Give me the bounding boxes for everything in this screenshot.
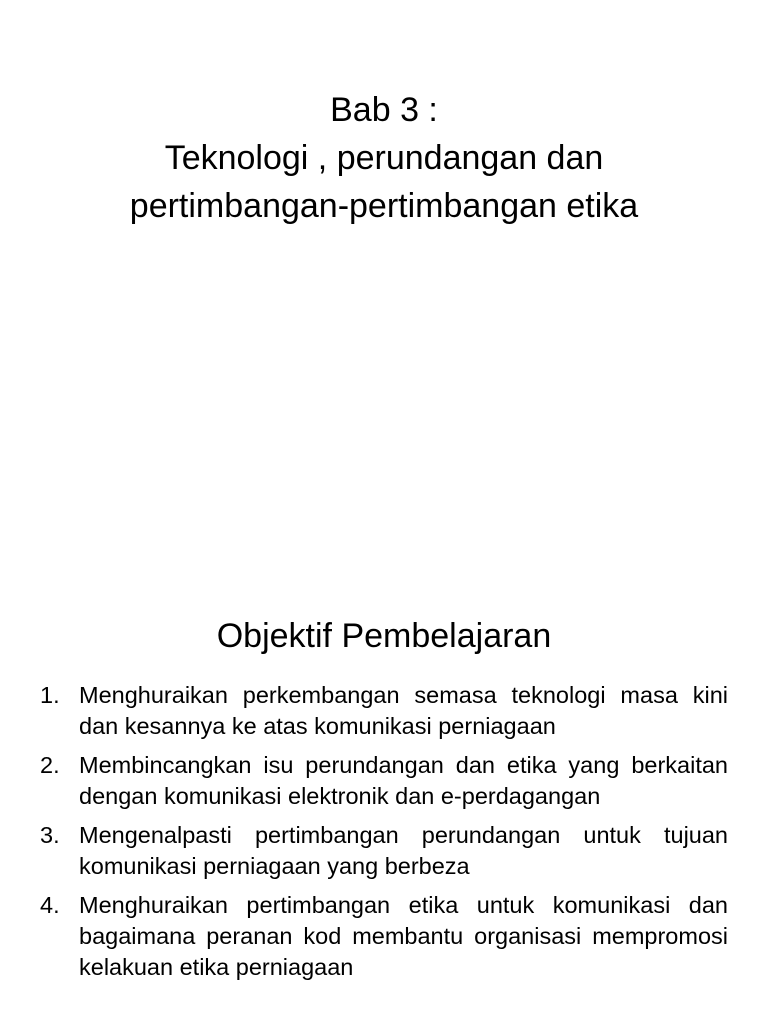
chapter-title-line: Teknologi , perundangan dan: [164, 139, 604, 177]
chapter-title-line: Bab 3 :: [330, 91, 438, 129]
objective-text: Mengenalpasti pertimbangan perundangan untuk tujuan komunikasi perniagaan yang berbeza: [79, 822, 728, 879]
objective-text: Menghuraikan perkembangan semasa teknologi masa kini dan kesannya ke atas komunikasi perniagaan: [79, 682, 728, 739]
objective-item: [40, 680, 728, 742]
objective-text: Menghuraikan pertimbangan etika untuk komunikasi dan bagaimana peranan kod membantu organisasi mempromosi kelakuan etika perniagaan: [79, 892, 728, 980]
objective-number: 1.: [40, 682, 60, 708]
chapter-title: [0, 86, 768, 230]
objectives-heading: Objektif Pembelajaran: [216, 617, 552, 655]
objective-number: 3.: [40, 822, 60, 848]
objective-item: [40, 750, 728, 812]
objectives-list: [40, 680, 728, 991]
objective-number: 4.: [40, 892, 60, 918]
objective-number: 2.: [40, 752, 60, 778]
chapter-title-line: pertimbangan-pertimbangan etika: [129, 187, 639, 225]
objective-text: Membincangkan isu perundangan dan etika yang berkaitan dengan komunikasi elektronik dan e-perdagangan: [79, 752, 728, 809]
objective-item: [40, 820, 728, 882]
objective-item: [40, 890, 728, 983]
